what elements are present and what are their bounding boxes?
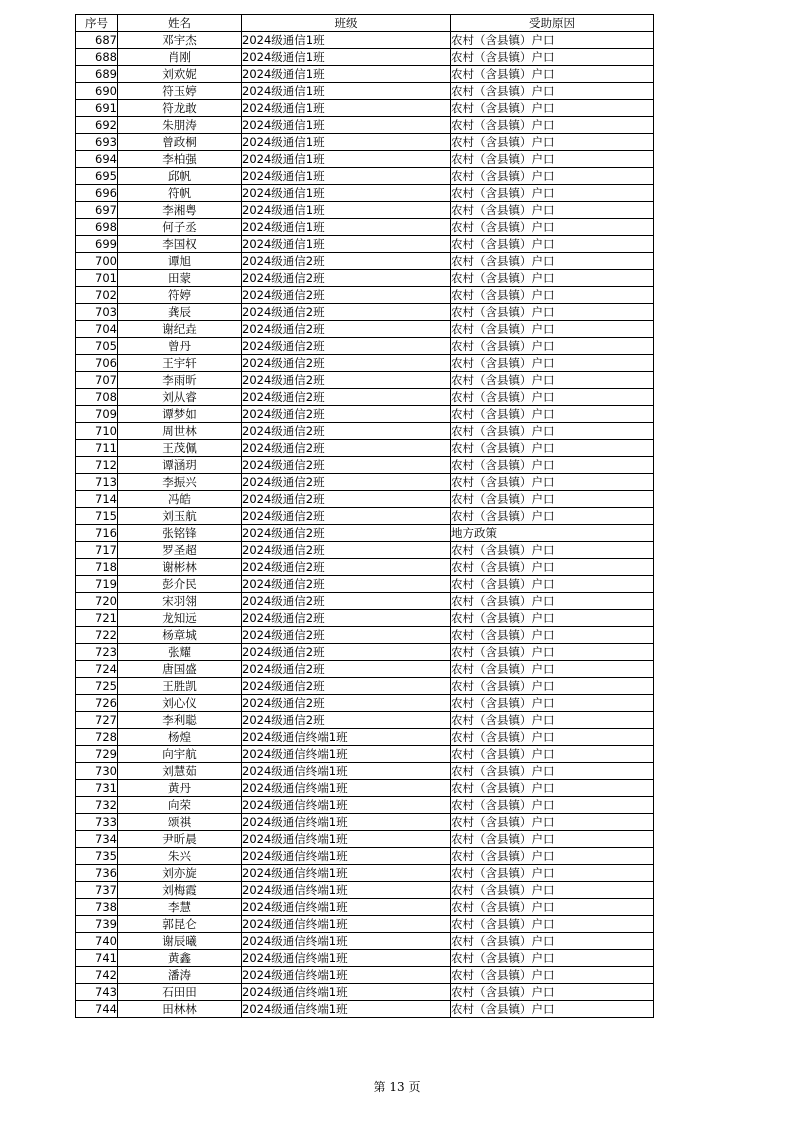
row-reason: 农村（含县镇）户口 <box>451 151 654 168</box>
row-class: 2024级通信2班 <box>242 695 451 712</box>
row-class: 2024级通信1班 <box>242 168 451 185</box>
row-seq: 736 <box>76 865 118 882</box>
row-name: 郭昆仑 <box>118 916 242 933</box>
row-name: 向荣 <box>118 797 242 814</box>
row-reason: 农村（含县镇）户口 <box>451 202 654 219</box>
row-seq: 701 <box>76 270 118 287</box>
table-row <box>76 406 654 423</box>
row-name: 谭梦如 <box>118 406 242 423</box>
row-class: 2024级通信2班 <box>242 304 451 321</box>
row-seq: 706 <box>76 355 118 372</box>
table-row <box>76 491 654 508</box>
row-name: 符龙敢 <box>118 100 242 117</box>
row-class: 2024级通信1班 <box>242 236 451 253</box>
row-class: 2024级通信终端1班 <box>242 848 451 865</box>
table-row <box>76 134 654 151</box>
table-row <box>76 644 654 661</box>
row-name: 邱帆 <box>118 168 242 185</box>
table-row <box>76 916 654 933</box>
row-seq: 687 <box>76 32 118 49</box>
row-reason: 农村（含县镇）户口 <box>451 508 654 525</box>
row-class: 2024级通信1班 <box>242 83 451 100</box>
row-name: 石田田 <box>118 984 242 1001</box>
row-class: 2024级通信终端1班 <box>242 967 451 984</box>
row-class: 2024级通信2班 <box>242 678 451 695</box>
table-body <box>76 32 654 1018</box>
row-reason: 农村（含县镇）户口 <box>451 661 654 678</box>
row-reason: 农村（含县镇）户口 <box>451 746 654 763</box>
row-reason: 农村（含县镇）户口 <box>451 848 654 865</box>
row-reason: 农村（含县镇）户口 <box>451 474 654 491</box>
row-name: 李国权 <box>118 236 242 253</box>
table-row <box>76 372 654 389</box>
row-class: 2024级通信2班 <box>242 491 451 508</box>
row-seq: 712 <box>76 457 118 474</box>
table-row <box>76 559 654 576</box>
row-name: 张铭锋 <box>118 525 242 542</box>
row-class: 2024级通信1班 <box>242 66 451 83</box>
table-row <box>76 542 654 559</box>
row-name: 刘亦旋 <box>118 865 242 882</box>
row-name: 潘涛 <box>118 967 242 984</box>
row-name: 肖刚 <box>118 49 242 66</box>
row-class: 2024级通信1班 <box>242 151 451 168</box>
row-seq: 727 <box>76 712 118 729</box>
table-row <box>76 117 654 134</box>
table-row <box>76 474 654 491</box>
row-class: 2024级通信1班 <box>242 117 451 134</box>
table-row <box>76 695 654 712</box>
table-row <box>76 712 654 729</box>
row-name: 刘心仪 <box>118 695 242 712</box>
row-reason: 农村（含县镇）户口 <box>451 763 654 780</box>
row-seq: 707 <box>76 372 118 389</box>
row-name: 谢纪垚 <box>118 321 242 338</box>
table-row <box>76 236 654 253</box>
table-row <box>76 83 654 100</box>
row-name: 李慧 <box>118 899 242 916</box>
row-name: 刘从睿 <box>118 389 242 406</box>
row-class: 2024级通信2班 <box>242 270 451 287</box>
row-name: 田林林 <box>118 1001 242 1018</box>
row-class: 2024级通信终端1班 <box>242 899 451 916</box>
row-name: 向宇航 <box>118 746 242 763</box>
row-name: 黄鑫 <box>118 950 242 967</box>
row-class: 2024级通信1班 <box>242 49 451 66</box>
table-row <box>76 729 654 746</box>
row-name: 唐国盛 <box>118 661 242 678</box>
row-name: 刘慧茹 <box>118 763 242 780</box>
row-name: 彭介民 <box>118 576 242 593</box>
row-seq: 718 <box>76 559 118 576</box>
table-row <box>76 933 654 950</box>
row-reason: 农村（含县镇）户口 <box>451 831 654 848</box>
row-reason: 农村（含县镇）户口 <box>451 593 654 610</box>
row-class: 2024级通信2班 <box>242 610 451 627</box>
row-reason: 农村（含县镇）户口 <box>451 950 654 967</box>
table-row <box>76 576 654 593</box>
row-reason: 农村（含县镇）户口 <box>451 899 654 916</box>
row-class: 2024级通信2班 <box>242 253 451 270</box>
row-seq: 704 <box>76 321 118 338</box>
row-reason: 农村（含县镇）户口 <box>451 83 654 100</box>
table-row <box>76 950 654 967</box>
row-seq: 729 <box>76 746 118 763</box>
row-seq: 742 <box>76 967 118 984</box>
header-seq: 序号 <box>76 15 118 32</box>
row-class: 2024级通信2班 <box>242 661 451 678</box>
row-class: 2024级通信终端1班 <box>242 831 451 848</box>
row-name: 刘梅霞 <box>118 882 242 899</box>
row-reason: 农村（含县镇）户口 <box>451 967 654 984</box>
row-seq: 728 <box>76 729 118 746</box>
row-seq: 731 <box>76 780 118 797</box>
row-seq: 689 <box>76 66 118 83</box>
table-row <box>76 814 654 831</box>
page-number: 第 13 页 <box>373 1080 421 1094</box>
row-reason: 农村（含县镇）户口 <box>451 695 654 712</box>
row-seq: 703 <box>76 304 118 321</box>
table-row <box>76 253 654 270</box>
row-seq: 733 <box>76 814 118 831</box>
table-row <box>76 593 654 610</box>
row-name: 李柏强 <box>118 151 242 168</box>
row-reason: 农村（含县镇）户口 <box>451 389 654 406</box>
row-seq: 725 <box>76 678 118 695</box>
row-reason: 农村（含县镇）户口 <box>451 559 654 576</box>
row-reason: 农村（含县镇）户口 <box>451 32 654 49</box>
row-reason: 农村（含县镇）户口 <box>451 49 654 66</box>
row-class: 2024级通信2班 <box>242 355 451 372</box>
table-row <box>76 287 654 304</box>
row-class: 2024级通信终端1班 <box>242 746 451 763</box>
row-reason: 农村（含县镇）户口 <box>451 491 654 508</box>
table-row <box>76 831 654 848</box>
row-name: 李雨昕 <box>118 372 242 389</box>
row-reason: 农村（含县镇）户口 <box>451 780 654 797</box>
row-name: 罗圣超 <box>118 542 242 559</box>
table-row <box>76 661 654 678</box>
row-seq: 721 <box>76 610 118 627</box>
row-name: 朱兴 <box>118 848 242 865</box>
row-class: 2024级通信2班 <box>242 423 451 440</box>
row-class: 2024级通信终端1班 <box>242 797 451 814</box>
row-class: 2024级通信1班 <box>242 100 451 117</box>
table-row <box>76 457 654 474</box>
row-reason: 农村（含县镇）户口 <box>451 712 654 729</box>
table-row <box>76 304 654 321</box>
row-class: 2024级通信终端1班 <box>242 882 451 899</box>
row-seq: 709 <box>76 406 118 423</box>
row-class: 2024级通信2班 <box>242 440 451 457</box>
row-reason: 农村（含县镇）户口 <box>451 984 654 1001</box>
table-row <box>76 423 654 440</box>
row-reason: 农村（含县镇）户口 <box>451 270 654 287</box>
row-seq: 710 <box>76 423 118 440</box>
table-row <box>76 984 654 1001</box>
row-class: 2024级通信2班 <box>242 474 451 491</box>
row-seq: 739 <box>76 916 118 933</box>
table-row <box>76 151 654 168</box>
header-reason: 受助原因 <box>451 15 654 32</box>
table-row <box>76 321 654 338</box>
row-name: 曾丹 <box>118 338 242 355</box>
row-seq: 695 <box>76 168 118 185</box>
row-seq: 715 <box>76 508 118 525</box>
row-reason: 农村（含县镇）户口 <box>451 457 654 474</box>
table-row <box>76 1001 654 1018</box>
row-class: 2024级通信2班 <box>242 593 451 610</box>
table-row <box>76 508 654 525</box>
row-name: 黄丹 <box>118 780 242 797</box>
row-class: 2024级通信终端1班 <box>242 780 451 797</box>
table-row <box>76 270 654 287</box>
row-seq: 702 <box>76 287 118 304</box>
row-name: 龚辰 <box>118 304 242 321</box>
row-seq: 724 <box>76 661 118 678</box>
row-seq: 714 <box>76 491 118 508</box>
row-name: 周世林 <box>118 423 242 440</box>
row-seq: 726 <box>76 695 118 712</box>
row-class: 2024级通信终端1班 <box>242 729 451 746</box>
row-reason: 农村（含县镇）户口 <box>451 321 654 338</box>
recipient-table <box>75 14 654 1018</box>
row-name: 符婷 <box>118 287 242 304</box>
header-name: 姓名 <box>118 15 242 32</box>
row-reason: 农村（含县镇）户口 <box>451 100 654 117</box>
row-reason: 农村（含县镇）户口 <box>451 440 654 457</box>
row-seq: 693 <box>76 134 118 151</box>
row-seq: 734 <box>76 831 118 848</box>
row-name: 李湘粤 <box>118 202 242 219</box>
table-row <box>76 219 654 236</box>
row-class: 2024级通信2班 <box>242 525 451 542</box>
row-reason: 农村（含县镇）户口 <box>451 66 654 83</box>
row-seq: 711 <box>76 440 118 457</box>
row-seq: 740 <box>76 933 118 950</box>
row-name: 王宇轩 <box>118 355 242 372</box>
row-class: 2024级通信2班 <box>242 542 451 559</box>
row-seq: 741 <box>76 950 118 967</box>
row-reason: 地方政策 <box>451 525 654 542</box>
row-seq: 744 <box>76 1001 118 1018</box>
row-reason: 农村（含县镇）户口 <box>451 253 654 270</box>
row-class: 2024级通信2班 <box>242 457 451 474</box>
row-seq: 690 <box>76 83 118 100</box>
row-name: 尹昕晨 <box>118 831 242 848</box>
row-seq: 722 <box>76 627 118 644</box>
row-class: 2024级通信2班 <box>242 576 451 593</box>
row-name: 王茂佩 <box>118 440 242 457</box>
table-row <box>76 610 654 627</box>
row-name: 朱朋涛 <box>118 117 242 134</box>
row-reason: 农村（含县镇）户口 <box>451 236 654 253</box>
row-reason: 农村（含县镇）户口 <box>451 168 654 185</box>
table-row <box>76 780 654 797</box>
row-seq: 720 <box>76 593 118 610</box>
row-reason: 农村（含县镇）户口 <box>451 406 654 423</box>
table-row <box>76 797 654 814</box>
row-name: 邓宇杰 <box>118 32 242 49</box>
row-seq: 696 <box>76 185 118 202</box>
row-seq: 716 <box>76 525 118 542</box>
row-name: 颂祺 <box>118 814 242 831</box>
row-name: 张耀 <box>118 644 242 661</box>
table-row <box>76 185 654 202</box>
row-seq: 723 <box>76 644 118 661</box>
table-row <box>76 168 654 185</box>
row-seq: 738 <box>76 899 118 916</box>
row-class: 2024级通信2班 <box>242 406 451 423</box>
row-name: 杨章城 <box>118 627 242 644</box>
row-reason: 农村（含县镇）户口 <box>451 219 654 236</box>
table-row <box>76 627 654 644</box>
row-seq: 713 <box>76 474 118 491</box>
table-row <box>76 746 654 763</box>
row-seq: 719 <box>76 576 118 593</box>
row-class: 2024级通信2班 <box>242 644 451 661</box>
table-row <box>76 882 654 899</box>
row-seq: 691 <box>76 100 118 117</box>
table-row <box>76 100 654 117</box>
row-seq: 700 <box>76 253 118 270</box>
table-row <box>76 338 654 355</box>
table-row <box>76 899 654 916</box>
table-row <box>76 865 654 882</box>
row-name: 杨煌 <box>118 729 242 746</box>
row-reason: 农村（含县镇）户口 <box>451 627 654 644</box>
row-seq: 743 <box>76 984 118 1001</box>
row-name: 何子丞 <box>118 219 242 236</box>
row-name: 谭涵玥 <box>118 457 242 474</box>
row-class: 2024级通信2班 <box>242 712 451 729</box>
row-seq: 697 <box>76 202 118 219</box>
row-class: 2024级通信终端1班 <box>242 763 451 780</box>
row-reason: 农村（含县镇）户口 <box>451 1001 654 1018</box>
row-reason: 农村（含县镇）户口 <box>451 117 654 134</box>
row-reason: 农村（含县镇）户口 <box>451 729 654 746</box>
row-reason: 农村（含县镇）户口 <box>451 644 654 661</box>
row-reason: 农村（含县镇）户口 <box>451 882 654 899</box>
table-row <box>76 678 654 695</box>
row-name: 王胜凯 <box>118 678 242 695</box>
row-reason: 农村（含县镇）户口 <box>451 304 654 321</box>
row-reason: 农村（含县镇）户口 <box>451 185 654 202</box>
row-name: 冯皓 <box>118 491 242 508</box>
row-reason: 农村（含县镇）户口 <box>451 338 654 355</box>
table-row <box>76 32 654 49</box>
row-class: 2024级通信2班 <box>242 321 451 338</box>
row-seq: 692 <box>76 117 118 134</box>
row-reason: 农村（含县镇）户口 <box>451 423 654 440</box>
table-row <box>76 763 654 780</box>
table-row <box>76 355 654 372</box>
row-class: 2024级通信2班 <box>242 508 451 525</box>
row-class: 2024级通信2班 <box>242 559 451 576</box>
row-reason: 农村（含县镇）户口 <box>451 797 654 814</box>
row-class: 2024级通信2班 <box>242 372 451 389</box>
row-class: 2024级通信终端1班 <box>242 1001 451 1018</box>
row-class: 2024级通信1班 <box>242 219 451 236</box>
table-row <box>76 967 654 984</box>
row-reason: 农村（含县镇）户口 <box>451 916 654 933</box>
row-seq: 737 <box>76 882 118 899</box>
row-class: 2024级通信2班 <box>242 287 451 304</box>
row-seq: 694 <box>76 151 118 168</box>
row-class: 2024级通信1班 <box>242 134 451 151</box>
row-name: 谭旭 <box>118 253 242 270</box>
row-reason: 农村（含县镇）户口 <box>451 287 654 304</box>
row-name: 宋羽翎 <box>118 593 242 610</box>
row-reason: 农村（含县镇）户口 <box>451 355 654 372</box>
row-seq: 698 <box>76 219 118 236</box>
table-row <box>76 389 654 406</box>
row-name: 刘欢妮 <box>118 66 242 83</box>
row-seq: 688 <box>76 49 118 66</box>
row-reason: 农村（含县镇）户口 <box>451 933 654 950</box>
row-name: 龙知远 <box>118 610 242 627</box>
row-class: 2024级通信终端1班 <box>242 916 451 933</box>
row-reason: 农村（含县镇）户口 <box>451 678 654 695</box>
row-seq: 730 <box>76 763 118 780</box>
table-row <box>76 49 654 66</box>
row-class: 2024级通信终端1班 <box>242 814 451 831</box>
row-reason: 农村（含县镇）户口 <box>451 814 654 831</box>
row-name: 符帆 <box>118 185 242 202</box>
row-class: 2024级通信终端1班 <box>242 865 451 882</box>
table-row <box>76 66 654 83</box>
row-class: 2024级通信1班 <box>242 202 451 219</box>
row-name: 田蒙 <box>118 270 242 287</box>
row-name: 符玉婷 <box>118 83 242 100</box>
row-class: 2024级通信1班 <box>242 185 451 202</box>
row-name: 谢辰曦 <box>118 933 242 950</box>
row-seq: 732 <box>76 797 118 814</box>
table-row <box>76 202 654 219</box>
row-seq: 717 <box>76 542 118 559</box>
row-seq: 699 <box>76 236 118 253</box>
row-class: 2024级通信1班 <box>242 32 451 49</box>
row-name: 李振兴 <box>118 474 242 491</box>
row-reason: 农村（含县镇）户口 <box>451 542 654 559</box>
row-reason: 农村（含县镇）户口 <box>451 576 654 593</box>
header-class: 班级 <box>242 15 451 32</box>
row-name: 谢彬林 <box>118 559 242 576</box>
row-class: 2024级通信2班 <box>242 627 451 644</box>
row-class: 2024级通信2班 <box>242 389 451 406</box>
table-row <box>76 525 654 542</box>
row-seq: 735 <box>76 848 118 865</box>
row-reason: 农村（含县镇）户口 <box>451 610 654 627</box>
row-class: 2024级通信2班 <box>242 338 451 355</box>
row-seq: 708 <box>76 389 118 406</box>
row-name: 曾政桐 <box>118 134 242 151</box>
row-name: 刘玉航 <box>118 508 242 525</box>
aid-recipient-sheet <box>75 14 654 1018</box>
row-class: 2024级通信终端1班 <box>242 984 451 1001</box>
table-row <box>76 848 654 865</box>
row-reason: 农村（含县镇）户口 <box>451 372 654 389</box>
table-row <box>76 440 654 457</box>
row-name: 李利聪 <box>118 712 242 729</box>
row-seq: 705 <box>76 338 118 355</box>
row-class: 2024级通信终端1班 <box>242 933 451 950</box>
table-header-row <box>76 15 654 32</box>
row-class: 2024级通信终端1班 <box>242 950 451 967</box>
row-reason: 农村（含县镇）户口 <box>451 865 654 882</box>
row-reason: 农村（含县镇）户口 <box>451 134 654 151</box>
